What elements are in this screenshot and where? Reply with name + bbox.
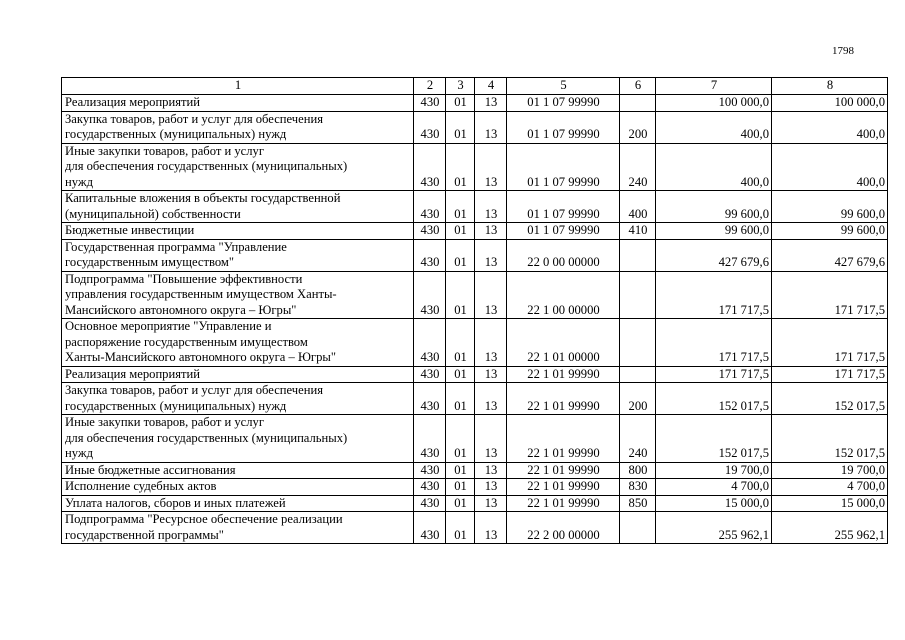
row-name-line: Основное мероприятие "Управление и <box>65 319 272 333</box>
subsection-code-cell: 13 <box>475 462 507 479</box>
column-header: 8 <box>772 78 888 95</box>
ministry-code-cell: 430 <box>414 415 446 463</box>
expense-type-cell: 850 <box>620 495 656 512</box>
section-code-cell: 01 <box>446 95 475 112</box>
amount-cell: 4 700,0 <box>656 479 772 496</box>
subsection-code-cell: 13 <box>475 512 507 544</box>
table-row <box>62 95 888 112</box>
amount-cell: 171 717,5 <box>656 319 772 367</box>
table-row <box>62 111 888 143</box>
table-row <box>62 319 888 367</box>
expense-type-cell <box>620 239 656 271</box>
amount-cell: 100 000,0 <box>772 95 888 112</box>
ministry-code-cell: 430 <box>414 383 446 415</box>
subsection-code-cell: 13 <box>475 366 507 383</box>
expense-type-cell <box>620 366 656 383</box>
amount-cell: 255 962,1 <box>656 512 772 544</box>
row-name-line: Иные закупки товаров, работ и услуг <box>65 415 265 429</box>
section-code-cell: 01 <box>446 495 475 512</box>
table-row <box>62 143 888 191</box>
expense-type-cell: 410 <box>620 223 656 240</box>
target-article-cell: 22 1 01 99990 <box>507 462 620 479</box>
target-article-cell: 22 1 01 99990 <box>507 383 620 415</box>
amount-cell: 100 000,0 <box>656 95 772 112</box>
row-name-cell <box>62 383 414 415</box>
target-article-cell: 01 1 07 99990 <box>507 95 620 112</box>
table-row <box>62 512 888 544</box>
row-name-line: Ханты-Мансийского автономного округа – Югры" <box>65 350 336 364</box>
row-name-cell <box>62 462 414 479</box>
budget-table <box>61 77 888 544</box>
amount-cell: 171 717,5 <box>656 366 772 383</box>
target-article-cell: 22 1 01 99990 <box>507 479 620 496</box>
expense-type-cell: 200 <box>620 383 656 415</box>
row-name-line: (муниципальной) собственности <box>65 206 241 221</box>
row-name-line: Иные бюджетные ассигнования <box>65 462 236 477</box>
amount-cell: 152 017,5 <box>656 383 772 415</box>
ministry-code-cell: 430 <box>414 479 446 496</box>
row-name-cell <box>62 111 414 143</box>
row-name-line: Капитальные вложения в объекты государственной <box>65 191 341 205</box>
subsection-code-cell: 13 <box>475 383 507 415</box>
amount-cell: 427 679,6 <box>772 239 888 271</box>
header-row <box>62 78 888 95</box>
table-row <box>62 271 888 319</box>
row-name-line: Подпрограмма "Повышение эффективности <box>65 271 303 286</box>
target-article-cell: 01 1 07 99990 <box>507 223 620 240</box>
amount-cell: 152 017,5 <box>772 415 888 463</box>
row-name-line: Бюджетные инвестиции <box>65 223 195 237</box>
row-name-cell <box>62 319 414 367</box>
amount-cell: 99 600,0 <box>656 191 772 223</box>
target-article-cell: 01 1 07 99990 <box>507 111 620 143</box>
column-header: 1 <box>62 78 414 95</box>
row-name-line: государственных (муниципальных) нужд <box>65 398 287 413</box>
section-code-cell: 01 <box>446 223 475 240</box>
expense-type-cell <box>620 271 656 319</box>
row-name-cell <box>62 512 414 544</box>
row-name-line: Реализация мероприятий <box>65 95 200 109</box>
ministry-code-cell: 430 <box>414 223 446 240</box>
row-name-line: Закупка товаров, работ и услуг для обеспечения <box>65 383 324 397</box>
amount-cell: 19 700,0 <box>656 462 772 479</box>
section-code-cell: 01 <box>446 366 475 383</box>
row-name-cell <box>62 495 414 512</box>
row-name-cell <box>62 415 414 463</box>
ministry-code-cell: 430 <box>414 271 446 319</box>
section-code-cell: 01 <box>446 271 475 319</box>
subsection-code-cell: 13 <box>475 111 507 143</box>
row-name-line: государственным имуществом" <box>65 255 235 269</box>
page-number: 1798 <box>832 45 854 57</box>
amount-cell: 400,0 <box>656 111 772 143</box>
ministry-code-cell: 430 <box>414 495 446 512</box>
row-name-cell <box>62 271 414 319</box>
expense-type-cell: 400 <box>620 191 656 223</box>
ministry-code-cell: 430 <box>414 191 446 223</box>
row-name-line: для обеспечения государственных (муниципальных) <box>65 159 348 173</box>
subsection-code-cell: 13 <box>475 143 507 191</box>
ministry-code-cell: 430 <box>414 95 446 112</box>
amount-cell: 171 717,5 <box>772 319 888 367</box>
subsection-code-cell: 13 <box>475 479 507 496</box>
target-article-cell: 22 1 00 00000 <box>507 271 620 319</box>
target-article-cell: 22 1 01 99990 <box>507 495 620 512</box>
section-code-cell: 01 <box>446 383 475 415</box>
row-name-line: Государственная программа "Управление <box>65 239 287 254</box>
table-row <box>62 239 888 271</box>
section-code-cell: 01 <box>446 143 475 191</box>
subsection-code-cell: 13 <box>475 495 507 512</box>
subsection-code-cell: 13 <box>475 239 507 271</box>
expense-type-cell: 800 <box>620 462 656 479</box>
row-name-line: Реализация мероприятий <box>65 366 200 381</box>
table-row <box>62 495 888 512</box>
column-header: 5 <box>507 78 620 95</box>
section-code-cell: 01 <box>446 319 475 367</box>
amount-cell: 400,0 <box>772 143 888 191</box>
row-name-line: нужд <box>65 446 93 460</box>
subsection-code-cell: 13 <box>475 95 507 112</box>
ministry-code-cell: 430 <box>414 239 446 271</box>
row-name-cell <box>62 366 414 383</box>
target-article-cell: 22 1 01 00000 <box>507 319 620 367</box>
amount-cell: 15 000,0 <box>772 495 888 512</box>
expense-type-cell <box>620 512 656 544</box>
row-name-line: нужд <box>65 174 93 189</box>
row-name-line: распоряжение государственным имуществом <box>65 334 308 349</box>
table-row <box>62 415 888 463</box>
section-code-cell: 01 <box>446 111 475 143</box>
table-row <box>62 479 888 496</box>
section-code-cell: 01 <box>446 239 475 271</box>
amount-cell: 255 962,1 <box>772 512 888 544</box>
row-name-line: управления государственным имуществом Ханты- <box>65 287 337 301</box>
amount-cell: 99 600,0 <box>656 223 772 240</box>
subsection-code-cell: 13 <box>475 319 507 367</box>
expense-type-cell <box>620 95 656 112</box>
row-name-line: Исполнение судебных актов <box>65 479 217 493</box>
amount-cell: 99 600,0 <box>772 191 888 223</box>
row-name-line: Закупка товаров, работ и услуг для обеспечения <box>65 111 324 126</box>
subsection-code-cell: 13 <box>475 191 507 223</box>
subsection-code-cell: 13 <box>475 415 507 463</box>
expense-type-cell: 240 <box>620 415 656 463</box>
amount-cell: 4 700,0 <box>772 479 888 496</box>
column-header: 2 <box>414 78 446 95</box>
section-code-cell: 01 <box>446 415 475 463</box>
expense-type-cell: 200 <box>620 111 656 143</box>
column-header: 4 <box>475 78 507 95</box>
row-name-line: государственной программы" <box>65 527 224 542</box>
section-code-cell: 01 <box>446 479 475 496</box>
expense-type-cell: 830 <box>620 479 656 496</box>
row-name-line: для обеспечения государственных (муниципальных) <box>65 430 348 445</box>
amount-cell: 171 717,5 <box>772 271 888 319</box>
amount-cell: 15 000,0 <box>656 495 772 512</box>
target-article-cell: 22 0 00 00000 <box>507 239 620 271</box>
table-row <box>62 366 888 383</box>
column-header: 6 <box>620 78 656 95</box>
table-row <box>62 462 888 479</box>
column-header: 3 <box>446 78 475 95</box>
amount-cell: 171 717,5 <box>772 366 888 383</box>
amount-cell: 152 017,5 <box>656 415 772 463</box>
amount-cell: 400,0 <box>772 111 888 143</box>
ministry-code-cell: 430 <box>414 143 446 191</box>
row-name-line: государственных (муниципальных) нужд <box>65 127 287 141</box>
row-name-line: Мансийского автономного округа – Югры" <box>65 302 297 317</box>
row-name-cell <box>62 239 414 271</box>
expense-type-cell <box>620 319 656 367</box>
subsection-code-cell: 13 <box>475 271 507 319</box>
row-name-cell <box>62 479 414 496</box>
amount-cell: 171 717,5 <box>656 271 772 319</box>
table-row <box>62 383 888 415</box>
amount-cell: 152 017,5 <box>772 383 888 415</box>
row-name-cell <box>62 143 414 191</box>
column-header: 7 <box>656 78 772 95</box>
ministry-code-cell: 430 <box>414 512 446 544</box>
row-name-line: Уплата налогов, сборов и иных платежей <box>65 495 286 510</box>
table-row <box>62 223 888 240</box>
target-article-cell: 22 1 01 99990 <box>507 415 620 463</box>
ministry-code-cell: 430 <box>414 366 446 383</box>
target-article-cell: 01 1 07 99990 <box>507 191 620 223</box>
amount-cell: 99 600,0 <box>772 223 888 240</box>
section-code-cell: 01 <box>446 462 475 479</box>
ministry-code-cell: 430 <box>414 462 446 479</box>
table-row <box>62 191 888 223</box>
ministry-code-cell: 430 <box>414 111 446 143</box>
amount-cell: 19 700,0 <box>772 462 888 479</box>
section-code-cell: 01 <box>446 512 475 544</box>
subsection-code-cell: 13 <box>475 223 507 240</box>
row-name-line: Подпрограмма "Ресурсное обеспечение реализации <box>65 512 343 526</box>
amount-cell: 427 679,6 <box>656 239 772 271</box>
section-code-cell: 01 <box>446 191 475 223</box>
target-article-cell: 22 2 00 00000 <box>507 512 620 544</box>
expense-type-cell: 240 <box>620 143 656 191</box>
row-name-cell <box>62 191 414 223</box>
target-article-cell: 01 1 07 99990 <box>507 143 620 191</box>
row-name-cell <box>62 223 414 240</box>
ministry-code-cell: 430 <box>414 319 446 367</box>
target-article-cell: 22 1 01 99990 <box>507 366 620 383</box>
amount-cell: 400,0 <box>656 143 772 191</box>
row-name-line: Иные закупки товаров, работ и услуг <box>65 143 265 158</box>
row-name-cell <box>62 95 414 112</box>
